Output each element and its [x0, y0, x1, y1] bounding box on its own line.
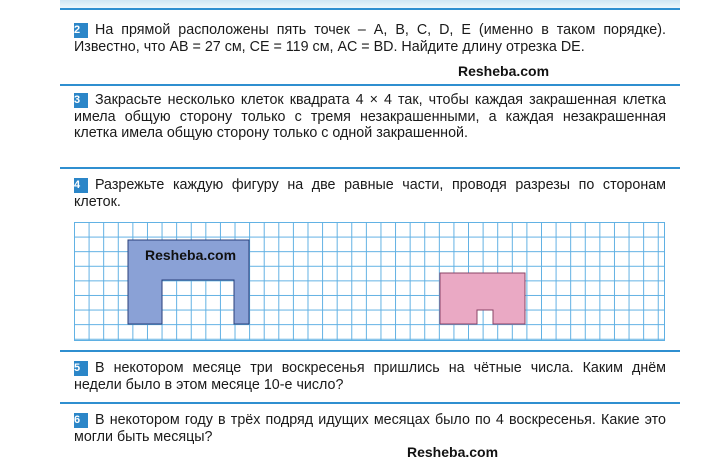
task-number-badge: 3 — [74, 93, 88, 108]
task-6 — [74, 412, 666, 445]
top-decoration-strip — [60, 0, 680, 8]
task-number-badge: 4 — [74, 178, 88, 193]
task-number-badge: 2 — [74, 23, 88, 38]
task-text: В некотором месяце три воскресенья пришлись на чётные числа. Каким днём недели было в этом месяце 10-е число? — [74, 360, 666, 393]
grid-paper — [74, 222, 665, 341]
section-divider — [60, 402, 680, 404]
task-3 — [74, 92, 666, 142]
task-text: В некотором году в трёх подряд идущих месяцах было по 4 воскресенья. Какие это могли быть месяцы? — [74, 412, 666, 445]
task-5 — [74, 360, 666, 393]
task-number-badge: 6 — [74, 413, 88, 428]
watermark: Resheba.com — [407, 444, 499, 460]
section-divider — [60, 8, 680, 10]
task-4 — [74, 177, 666, 210]
task-text: Разрежьте каждую фигуру на две равные части, проводя разрезы по сторонам клеток. — [74, 177, 666, 210]
task-text: Закрасьте несколько клеток квадрата 4 × 4 так, чтобы каждая закрашенная клетка имела общую сторону только с тремя незакрашенными, а каждая незакрашенная клетка имела общую сторону только с одной закрашенной. — [74, 92, 666, 141]
task-number-badge: 5 — [74, 361, 88, 376]
task-2 — [74, 22, 666, 55]
pink-figure — [440, 273, 525, 324]
watermark: Resheba.com — [458, 63, 550, 79]
section-divider — [60, 167, 680, 169]
section-divider — [60, 84, 680, 86]
watermark: Resheba.com — [145, 247, 237, 263]
figures-canvas — [74, 222, 664, 340]
section-divider — [60, 350, 680, 352]
task-text: На прямой расположены пять точек – A, B, C, D, E (именно в таком порядке). Известно, что AB = 27 см, CE = 119 см, AC = BD. Найдите длину отрезка DE. — [74, 22, 666, 55]
